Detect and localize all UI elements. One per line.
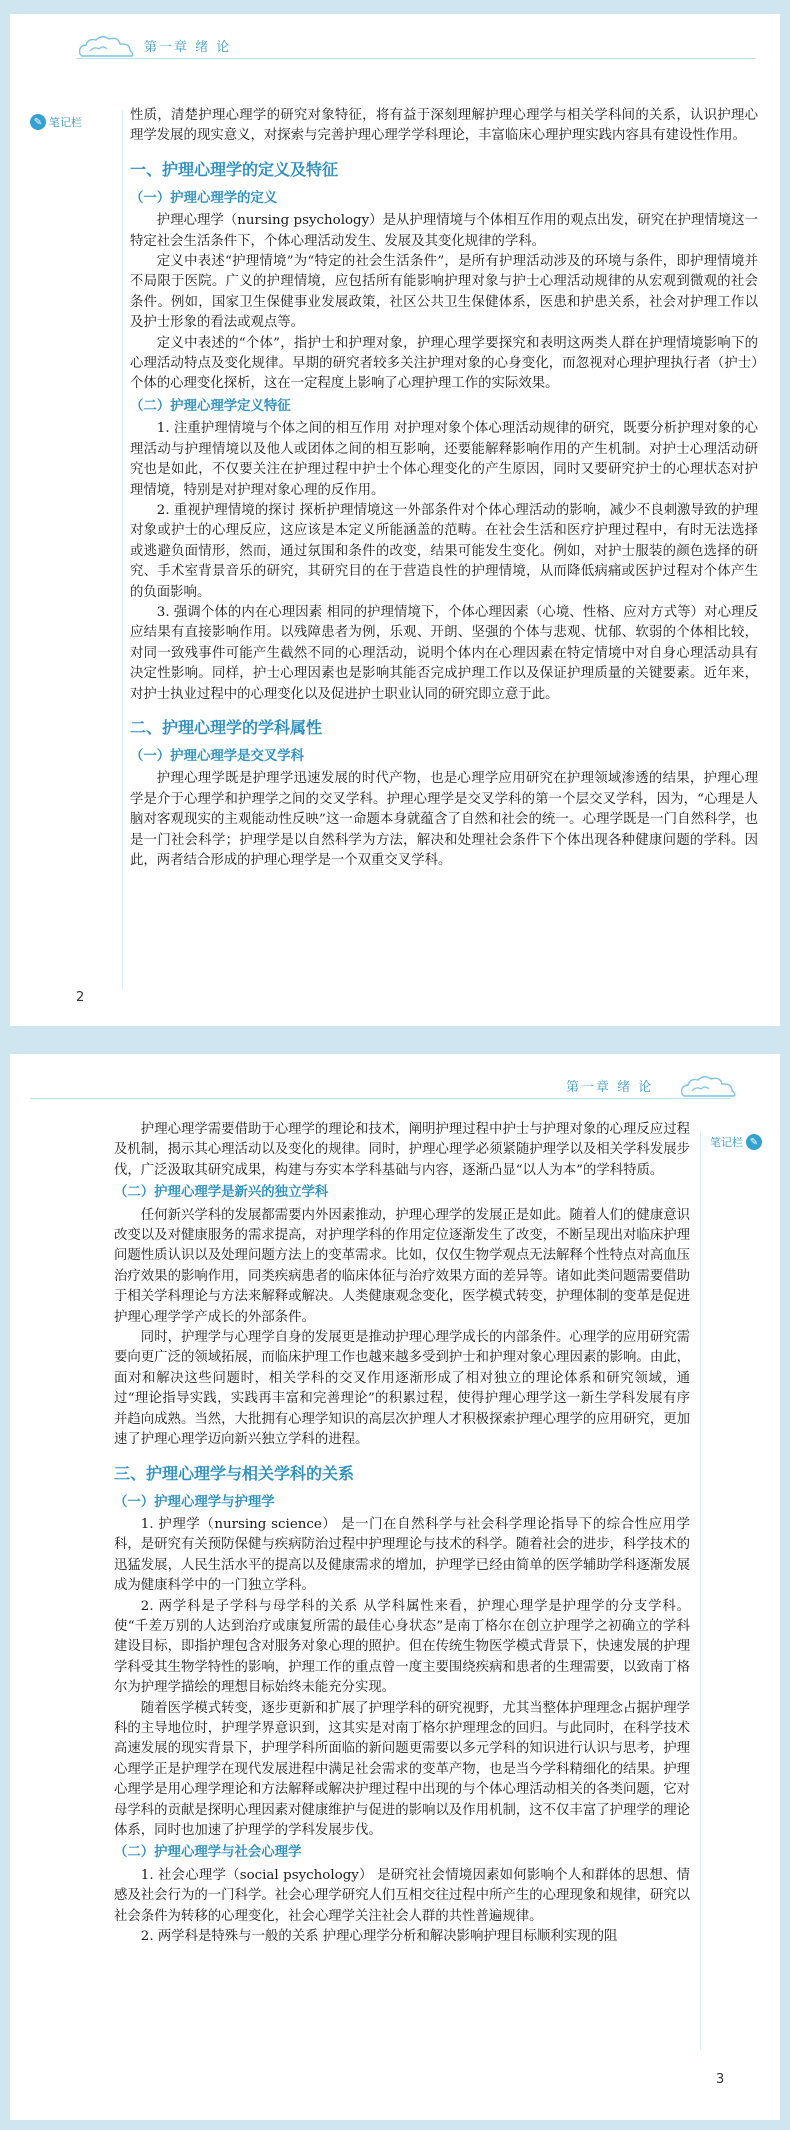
- paragraph: 随着医学模式转变，逐步更新和扩展了护理学科的研究视野，尤其当整体护理理念占据护理学科的主导地位时，护理学界意识到，这其实是对南丁格尔护理理念的回归。与此同时，在科学技术高速发展的现实背景下，护理学科所面临的新问题更需要以多元学科的知识进行认识与思考，护理心理学正是护理学在现代发展进程中满足社会需求的变革产物，也是当今学科精细化的结果。护理心理学是用心理学理论和方法解释或解决护理过程中出现的与个体心理活动相关的各类问题，它对母学科的贡献是探明心理因素对健康维护与促进的影响以及作用机制，这不仅丰富了护理学的理论体系，同时也加速了护理学的学科发展步伐。: [114, 1700, 690, 1838]
- paragraph: 1. 注重护理情境与个体之间的相互作用 对护理对象个体心理活动规律的研究，既要分析护理对象的心理活动与护理情境以及他人或团体之间的相互影响，还要能解释影响作用的产生机制。对护士心理活动研究也是如此，不仅要关注在护理过程中护士个体心理变化的产生原因，同时又要研究护士的心理状态对护理情境，特别是对护理对象心理的反作用。: [130, 421, 758, 498]
- paragraph: 护理心理学（nursing psychology）是从护理情境与个体相互作用的观点出发，研究在护理情境这一特定社会生活条件下，个体心理活动发生、发展及其变化规律的学科。: [130, 213, 758, 249]
- section-heading: 一、护理心理学的定义及特征: [130, 159, 339, 179]
- cloud-ornament-icon: [678, 1074, 740, 1100]
- subsection-heading: （一）护理心理学与护理学: [114, 1494, 275, 1510]
- page-number: 2: [76, 990, 85, 1005]
- page-header: [10, 1054, 780, 1118]
- header-rule: [76, 58, 756, 59]
- subsection-heading: （二）护理心理学定义特征: [130, 398, 291, 414]
- paragraph: 2. 重视护理情境的探讨 探析护理情境这一外部条件对个体心理活动的影响，减少不良刺激导致的护理对象或护士的心理反应，这应该是本定义所能涵盖的范畴。在社会生活和医疗护理过程中，有时无法选择或逃避负面情形，然而，通过氛围和条件的改变，结果可能发生变化。例如，对护士服装的颜色选择的研究、手术室背景音乐的研究，其研究目的在于营造良性的护理情境，从而降低病痛或医护过程对个体产生的负面影响。: [130, 502, 758, 600]
- section-heading: 二、护理心理学的学科属性: [130, 717, 323, 737]
- cloud-ornament-icon: [76, 34, 138, 60]
- pen-icon: ✎: [30, 114, 46, 130]
- page-2: [10, 14, 780, 1026]
- paragraph: 1. 护理学（nursing science） 是一门在自然科学与社会科学理论指导下的综合性应用学科，是研究有关预防保健与疾病防治过程中护理理论与技术的科学。随着社会的进步，科学技术的迅猛发展，人民生活水平的提高以及健康需求的增加，护理学已经由简单的医学辅助学科逐渐发展成为健康科学中的一门独立学科。: [114, 1516, 690, 1594]
- page-body: [114, 1120, 690, 1947]
- chapter-title: 第一章 绪 论: [566, 1080, 654, 1095]
- subsection-heading: （一）护理心理学是交叉学科: [130, 748, 305, 764]
- notes-column-tab: [30, 114, 82, 130]
- paragraph: 定义中表述“护理情境”为“特定的社会生活条件”，是所有护理活动涉及的环境与条件，即护理情境并不局限于医院。广义的护理情境，应包括所有能影响护理对象与护士心理活动规律的从宏观到微观的社会条件。例如，国家卫生保健事业发展政策，社区公共卫生保健体系，医患和护患关系，社会对护理工作以及护士形象的看法或观点等。: [130, 254, 758, 331]
- notes-column-rule: [122, 110, 123, 990]
- subsection-heading: （二）护理心理学是新兴的独立学科: [114, 1185, 329, 1201]
- paragraph: 护理心理学既是护理学迅速发展的时代产物，也是心理学应用研究在护理领域渗透的结果，护理心理学是介于心理学和护理学之间的交叉学科。护理心理学是交叉学科的第一个层交叉学科，因为，“心理是人脑对客观现实的主观能动性反映”这一命题本身就蕴含了自然和社会的统一。心理学既是一门自然科学，也是一门社会科学；护理学是以自然科学为方法，解决和处理社会条件下个体出现各种健康问题的学科。因此，两者结合形成的护理心理学是一个双重交叉学科。: [130, 771, 758, 868]
- header-rule: [30, 1098, 730, 1099]
- notes-column-tab: [710, 1134, 762, 1150]
- paragraph: 1. 社会心理学（social psychology） 是研究社会情境因素如何影响个人和群体的思想、情感及社会行为的一门科学。社会心理学研究人们互相交往过程中所产生的心理现象和规律，研究以社会条件为转移的心理变化，社会心理学关注社会人群的共性普遍规律。: [114, 1867, 690, 1924]
- section-heading: 三、护理心理学与相关学科的关系: [114, 1463, 355, 1483]
- notes-column-rule: [700, 1130, 701, 2050]
- subsection-heading: （一）护理心理学的定义: [130, 190, 278, 206]
- paragraph: 定义中表述的“个体”，指护士和护理对象，护理心理学要探究和表明这两类人群在护理情境影响下的心理活动特点及变化规律。早期的研究者较多关注护理对象的心身变化，而忽视对心理护理执行者（护士）个体的心理变化探析，这在一定程度上影响了心理护理工作的实际效果。: [130, 335, 758, 392]
- notes-label: 笔记栏: [710, 1136, 743, 1149]
- paragraph: 性质，清楚护理心理学的研究对象特征，将有益于深刻理解护理心理学与相关学科间的关系，认识护理心理学发展的现实意义，对探索与完善护理心理学学科理论，丰富临床心理护理实践内容具有建设性作用。: [130, 108, 758, 144]
- paragraph: 同时，护理学与心理学自身的发展更是推动护理心理学成长的内部条件。心理学的应用研究需要向更广泛的领域拓展，而临床护理工作也越来越多受到护士和护理对象心理因素的影响。由此，面对和解决这些问题时，相关学科的交叉作用逐渐形成了相对独立的理论体系和研究领域，通过“理论指导实践，实践再丰富和完善理论”的积累过程，使得护理心理学这一新生学科发展有序并趋向成熟。当然，大批拥有心理学知识的高层次护理人才积极探索护理心理学的应用研究，更加速了护理心理学迈向新兴独立学科的进程。: [114, 1330, 690, 1448]
- page-header: [10, 14, 780, 78]
- subsection-heading: （二）护理心理学与社会心理学: [114, 1845, 302, 1861]
- page-body: [130, 106, 758, 871]
- paragraph: 任何新兴学科的发展都需要内外因素推动，护理心理学的发展正是如此。随着人们的健康意识改变以及对健康服务的需求提高，对护理学科的作用定位逐渐发生了改变，不断呈现出对临床护理问题性质认识以及处理问题方法上的变革需求。比如，仅仅生物学观点无法解释个性特点对高血压治疗效果的影响作用，同类疾病患者的临床体征与治疗效果方面的差异等。诸如此类问题需要借助于相关学科理论与方法来解释或解决。人类健康观念变化，医学模式转变，护理体制的变革是促进护理心理学学产成长的外部条件。: [114, 1207, 690, 1325]
- paragraph: 护理心理学需要借助于心理学的理论和技术，阐明护理过程中护士与护理对象的心理反应过程及机制，揭示其心理活动以及变化的规律。同时，护理心理学必须紧随护理学以及相关学科发展步伐，广泛汲取其研究成果，构建与夯实本学科基础与内容，逐渐凸显“以人为本”的学科特质。: [114, 1122, 690, 1178]
- paragraph: 2. 两学科是子学科与母学科的关系 从学科属性来看，护理心理学是护理学的分支学科。使“千差万别的人达到治疗或康复所需的最佳心身状态”是南丁格尔在创立护理学之初确立的学科建设目标，即指护理包含对服务对象心理的照护。但在传统生物医学模式背景下，快速发展的护理学科受其生物学特性的影响，护理工作的重点曾一度主要围绕疾病和患者的生理需要，以致南丁格尔为护理学描绘的理想目标始终未能充分实现。: [114, 1598, 690, 1696]
- page-3: [10, 1054, 780, 2120]
- notes-label: 笔记栏: [49, 116, 82, 129]
- paragraph: 2. 两学科是特殊与一般的关系 护理心理学分析和解决影响护理目标顺利实现的阻: [140, 1929, 618, 1945]
- paragraph: 3. 强调个体的内在心理因素 相同的护理情境下，个体心理因素（心境、性格、应对方式等）对心理反应结果有直接影响作用。以残障患者为例，乐观、开朗、坚强的个体与悲观、忧郁、软弱的个体相比较，对同一致残事件可能产生截然不同的心理活动，说明个体内在心理因素在特定情境中对自身心理活动具有决定性影响。同样，护士心理因素也是影响其能否完成护理工作以及保证护理质量的关键要素。近年来，对护士执业过程中的心理变化以及促进护士职业认同的研究即立意于此。: [130, 604, 758, 702]
- pen-icon: ✎: [746, 1134, 762, 1150]
- chapter-title: 第一章 绪 论: [144, 40, 232, 55]
- page-number: 3: [716, 2072, 725, 2087]
